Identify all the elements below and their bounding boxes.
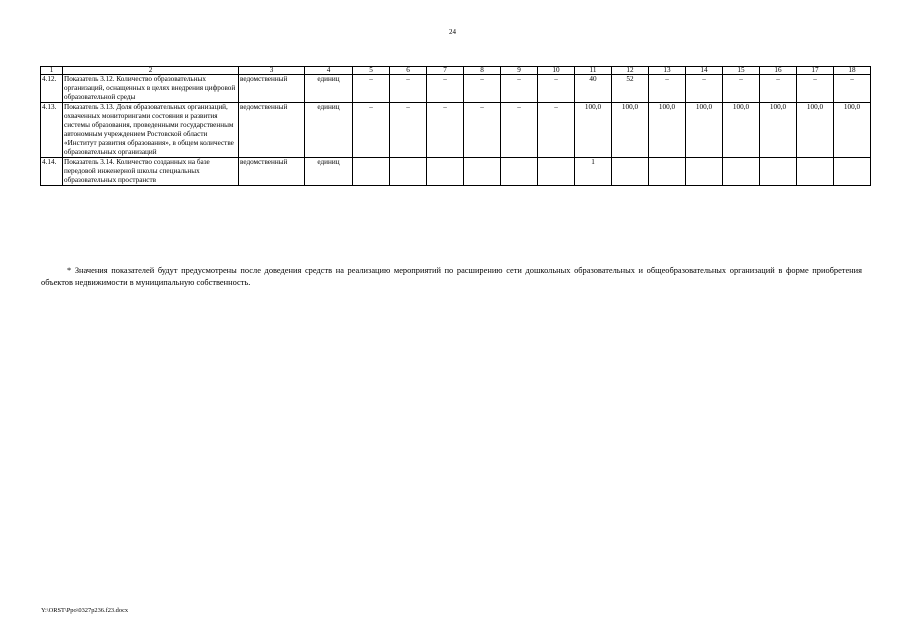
header-cell: 8: [464, 67, 501, 75]
value-cell: –: [464, 103, 501, 158]
value-cell: 52: [612, 75, 649, 103]
indicator-name-cell: Показатель 3.12. Количество образовательных организаций, оснащенных в целях внедрения цифровой образовательной среды: [63, 75, 239, 103]
table-row: [41, 103, 871, 158]
header-cell: 5: [353, 67, 390, 75]
header-cell: 15: [723, 67, 760, 75]
value-cell: единиц: [305, 158, 353, 186]
value-cell: –: [649, 75, 686, 103]
value-cell: –: [538, 75, 575, 103]
value-cell: –: [501, 103, 538, 158]
value-cell: [686, 158, 723, 186]
indicator-name-cell: Показатель 3.13. Доля образовательных организаций, охваченных мониторингами состояния и развития системы образования, проведенными государственным автономным учреждением Ростовской области «Институт развития образования», в общем количестве образовательных организаций: [63, 103, 239, 158]
value-cell: 100,0: [723, 103, 760, 158]
value-cell: –: [834, 75, 871, 103]
table-row: [41, 158, 871, 186]
value-cell: –: [464, 75, 501, 103]
header-cell: 18: [834, 67, 871, 75]
value-cell: 40: [575, 75, 612, 103]
value-cell: –: [353, 103, 390, 158]
value-cell: [760, 158, 797, 186]
value-cell: [464, 158, 501, 186]
indicators-table: [40, 66, 871, 186]
header-cell: 1: [41, 67, 63, 75]
value-cell: 1: [575, 158, 612, 186]
value-cell: единиц: [305, 103, 353, 158]
value-cell: 100,0: [834, 103, 871, 158]
value-cell: [797, 158, 834, 186]
value-cell: [390, 158, 427, 186]
page-number: 24: [449, 28, 456, 36]
header-cell: 4: [305, 67, 353, 75]
value-cell: 100,0: [612, 103, 649, 158]
header-cell: 7: [427, 67, 464, 75]
value-cell: единиц: [305, 75, 353, 103]
header-cell: 14: [686, 67, 723, 75]
value-cell: –: [390, 75, 427, 103]
value-cell: –: [501, 75, 538, 103]
value-cell: [612, 158, 649, 186]
value-cell: –: [538, 103, 575, 158]
value-cell: [353, 158, 390, 186]
value-cell: ведомственный: [239, 75, 305, 103]
value-cell: 100,0: [686, 103, 723, 158]
value-cell: –: [353, 75, 390, 103]
footer-file-path: Y:\ORST\Ppo\0327p236.f23.docx: [41, 607, 129, 614]
value-cell: –: [760, 75, 797, 103]
header-cell: 11: [575, 67, 612, 75]
value-cell: [501, 158, 538, 186]
value-cell: 100,0: [649, 103, 686, 158]
value-cell: –: [390, 103, 427, 158]
header-cell: 16: [760, 67, 797, 75]
value-cell: 100,0: [797, 103, 834, 158]
value-cell: 100,0: [760, 103, 797, 158]
row-number-cell: 4.14.: [41, 158, 63, 186]
value-cell: ведомственный: [239, 158, 305, 186]
header-cell: 13: [649, 67, 686, 75]
value-cell: 100,0: [575, 103, 612, 158]
value-cell: –: [427, 75, 464, 103]
value-cell: [723, 158, 760, 186]
row-number-cell: 4.13.: [41, 103, 63, 158]
value-cell: –: [427, 103, 464, 158]
value-cell: –: [797, 75, 834, 103]
value-cell: [538, 158, 575, 186]
header-cell: 2: [63, 67, 239, 75]
header-cell: 3: [239, 67, 305, 75]
header-row: [41, 67, 871, 75]
header-cell: 6: [390, 67, 427, 75]
value-cell: ведомственный: [239, 103, 305, 158]
value-cell: –: [686, 75, 723, 103]
value-cell: [834, 158, 871, 186]
header-cell: 17: [797, 67, 834, 75]
table-row: [41, 75, 871, 103]
value-cell: [649, 158, 686, 186]
footnote: * Значения показателей будут предусмотрены после доведения средств на реализацию мероприятий по расширению сети дошкольных образовательных и общеобразовательных организаций в форме приобретения объектов недвижимости в муниципальную собственность.: [41, 266, 862, 287]
value-cell: [427, 158, 464, 186]
value-cell: –: [723, 75, 760, 103]
indicator-name-cell: Показатель 3.14. Количество созданных на базе передовой инженерной школы специальных образовательных пространств: [63, 158, 239, 186]
header-cell: 10: [538, 67, 575, 75]
header-cell: 12: [612, 67, 649, 75]
header-cell: 9: [501, 67, 538, 75]
row-number-cell: 4.12.: [41, 75, 63, 103]
